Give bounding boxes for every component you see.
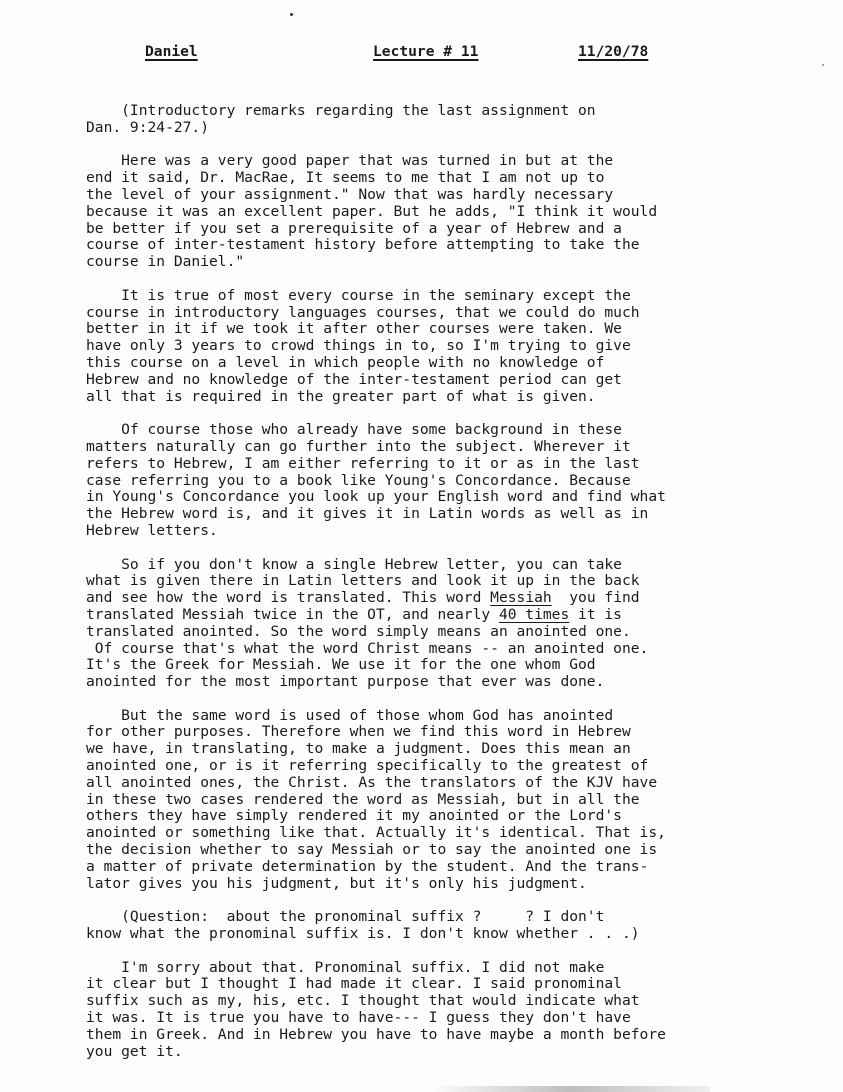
text-line: have only 3 years to crowd things in to, so I'm trying to give xyxy=(86,337,631,355)
text-line: translated Messiah twice in the OT, and nearly 40 times it is xyxy=(86,605,622,623)
text-line: the Hebrew word is, and it gives it in Latin words as well as in xyxy=(86,505,649,523)
text-line: Here was a very good paper that was turned in but at the xyxy=(86,152,614,170)
scan-speck xyxy=(290,13,293,16)
text-line: in these two cases rendered the word as Messiah, but in all the xyxy=(86,790,640,808)
text-line: what is given there in Latin letters and look it up in the back xyxy=(86,572,640,590)
text-line: Dan. 9:24-27.) xyxy=(86,118,210,136)
transcript-paragraph xyxy=(86,153,776,271)
scan-edge-smudge xyxy=(430,1086,710,1092)
scan-speck xyxy=(822,64,824,66)
text-line: lator gives you his judgment, but it's only his judgment. xyxy=(86,874,587,892)
text-line: course of inter-testament history before attempting to take the xyxy=(86,236,640,254)
transcript-paragraph xyxy=(86,960,776,1061)
text-line: in Young's Concordance you look up your English word and find what xyxy=(86,488,666,506)
text-line: it was. It is true you have to have--- I guess they don't have xyxy=(86,1009,631,1027)
text-line: because it was an excellent paper. But he adds, "I think it would xyxy=(86,202,658,220)
text-line: a matter of private determination by the student. And the trans- xyxy=(86,857,649,875)
text-line: course in introductory languages courses, that we could do much xyxy=(86,303,640,321)
text-line: anointed for the most important purpose that ever was done. xyxy=(86,673,605,691)
text-line: and see how the word is translated. This word Messiah you find xyxy=(86,589,640,607)
underlined-word: Messiah xyxy=(490,589,552,607)
page-header xyxy=(0,44,843,64)
text-line: the decision whether to say Messiah or to say the anointed one is xyxy=(86,841,658,859)
text-line: (Introductory remarks regarding the last assignment on xyxy=(86,102,596,119)
underlined-word: 40 times xyxy=(498,605,570,623)
text-line: be better if you set a prerequisite of a year of Hebrew and a xyxy=(86,219,622,237)
text-line: it clear but I thought I had made it clear. I said pronominal xyxy=(86,975,622,993)
text-line: course in Daniel." xyxy=(86,253,245,271)
text-line: translated anointed. So the word simply means an anointed one. xyxy=(86,622,631,640)
lecture-transcript-body xyxy=(86,103,776,1077)
text-line: we have, in translating, to make a judgment. Does this mean an xyxy=(86,740,631,758)
text-line: Hebrew letters. xyxy=(86,521,218,539)
transcript-paragraph xyxy=(86,557,776,691)
transcript-paragraph xyxy=(86,708,776,893)
text-line: It's the Greek for Messiah. We use it for the one whom God xyxy=(86,656,596,674)
text-line: Of course that's what the word Christ means -- an anointed one. xyxy=(86,639,649,657)
text-line: all that is required in the greater part of what is given. xyxy=(86,387,596,405)
text-line: Of course those who already have some background in these xyxy=(86,421,622,439)
text-line: (Question: about the pronominal suffix ? ? I don't xyxy=(86,908,605,926)
transcript-paragraph xyxy=(86,909,776,943)
text-line: all anointed ones, the Christ. As the translators of the KJV have xyxy=(86,773,658,791)
text-line: Hebrew and no knowledge of the inter-testament period can get xyxy=(86,370,622,388)
text-line: them in Greek. And in Hebrew you have to have maybe a month before xyxy=(86,1025,666,1043)
text-line: for other purposes. Therefore when we find this word in Hebrew xyxy=(86,723,631,741)
text-line: So if you don't know a single Hebrew letter, you can take xyxy=(86,555,622,573)
text-line: I'm sorry about that. Pronominal suffix. I did not make xyxy=(86,958,605,976)
text-line: suffix such as my, his, etc. I thought that would indicate what xyxy=(86,992,640,1010)
transcript-paragraph xyxy=(86,103,776,137)
text-line: case referring you to a book like Young's Concordance. Because xyxy=(86,471,631,489)
text-line: you get it. xyxy=(86,1042,183,1060)
text-line: anointed or something like that. Actually it's identical. That is, xyxy=(86,824,666,842)
header-date: 11/20/78 xyxy=(578,43,649,60)
text-line: It is true of most every course in the seminary except the xyxy=(86,286,631,304)
text-line: the level of your assignment." Now that was hardly necessary xyxy=(86,185,614,203)
header-lecture-number: Lecture # 11 xyxy=(373,43,479,60)
text-line: this course on a level in which people with no knowledge of xyxy=(86,353,605,371)
transcript-paragraph xyxy=(86,288,776,406)
text-line: end it said, Dr. MacRae, It seems to me that I am not up to xyxy=(86,169,605,187)
header-course-title: Daniel xyxy=(145,43,198,60)
text-line: But the same word is used of those whom God has anointed xyxy=(86,706,614,724)
text-line: know what the pronominal suffix is. I don't know whether . . .) xyxy=(86,925,640,943)
text-line: anointed one, or is it referring specifically to the greatest of xyxy=(86,757,649,775)
text-line: matters naturally can go further into the subject. Wherever it xyxy=(86,437,631,455)
transcript-paragraph xyxy=(86,422,776,540)
text-line: better in it if we took it after other courses were taken. We xyxy=(86,320,622,338)
text-line: refers to Hebrew, I am either referring to it or as in the last xyxy=(86,454,640,472)
text-line: others they have simply rendered it my anointed or the Lord's xyxy=(86,807,622,825)
